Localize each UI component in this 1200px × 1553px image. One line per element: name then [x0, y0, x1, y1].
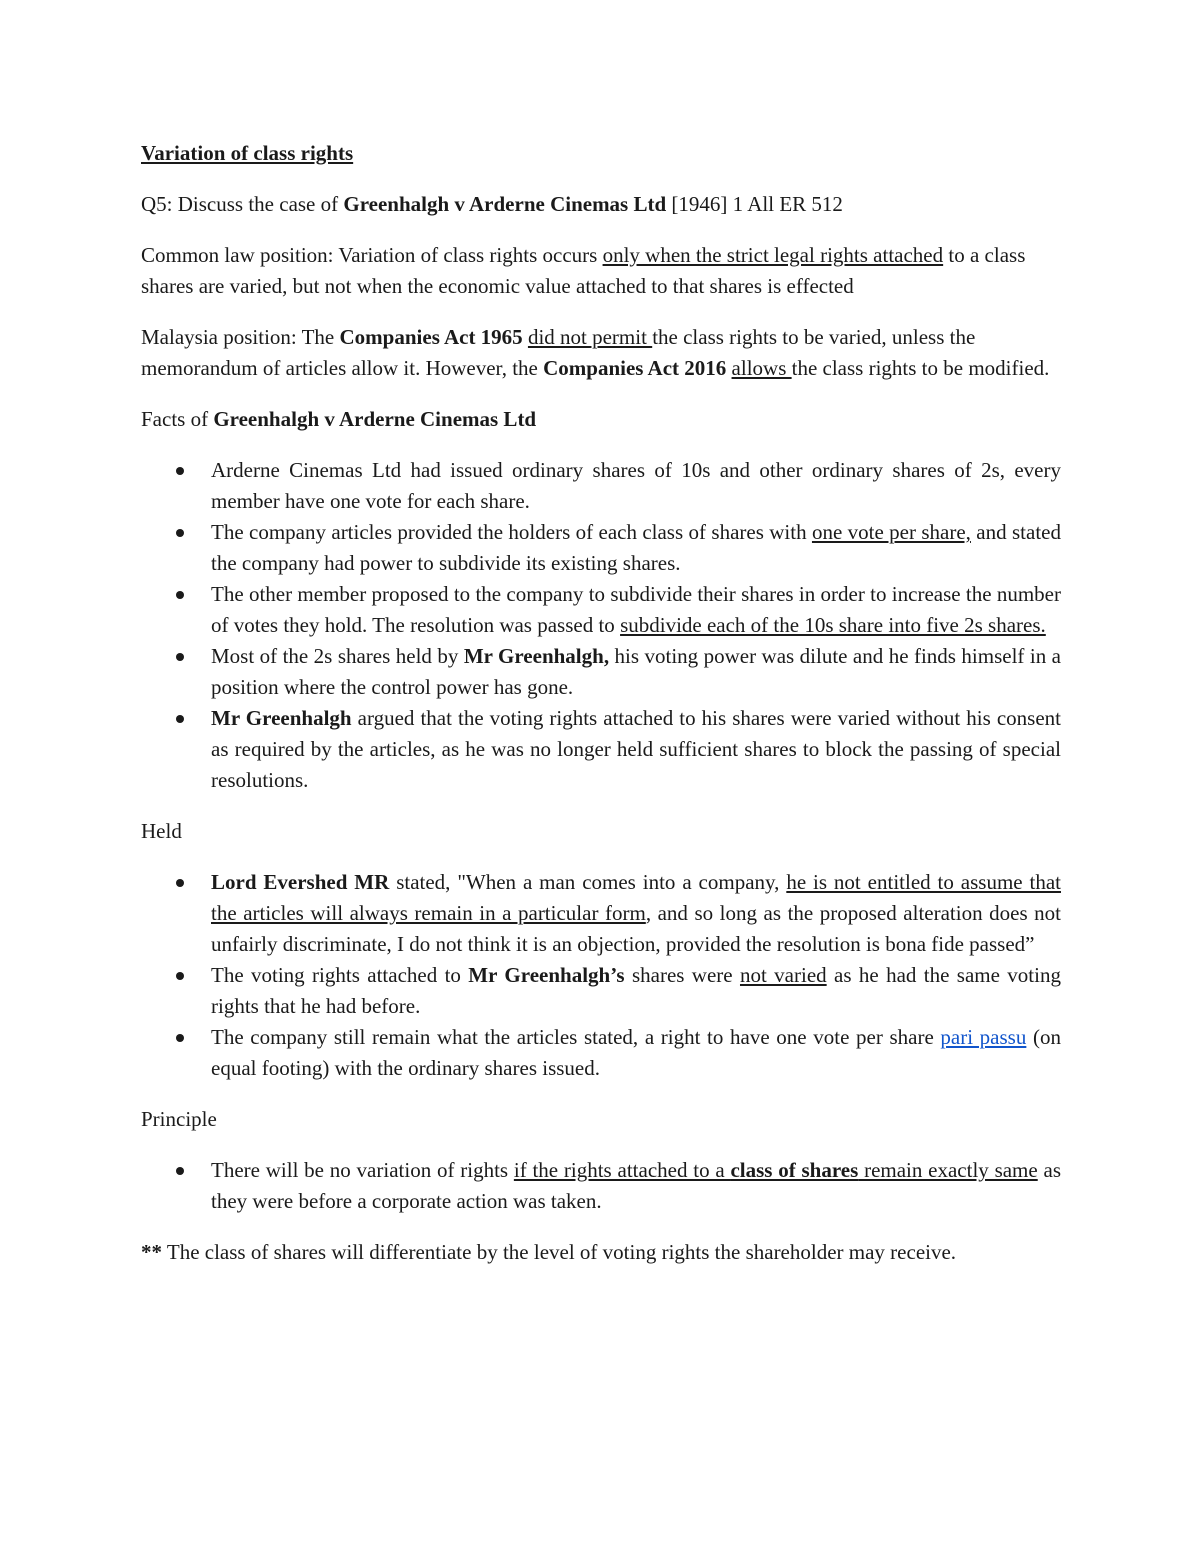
principle-bold-underlined: class of shares [730, 1158, 859, 1182]
note-text: The class of shares will differentiate by the level of voting rights the shareholder may receive. [162, 1240, 957, 1264]
held-list [141, 867, 1061, 1084]
fact-text: Most of the 2s shares held by [211, 644, 464, 668]
common-law-paragraph [141, 240, 1061, 302]
common-law-underlined: only when the strict legal rights attached [602, 243, 944, 267]
common-law-text-end: to a class shares are varied, but not when the economic value attached to that shares is effected [141, 243, 1026, 298]
fact-underlined: subdivide each of the 10s share into five 2s shares. [620, 613, 1046, 637]
closing-note [141, 1237, 1061, 1268]
held-text: The company still remain what the articles stated, a right to have one vote per share [211, 1025, 941, 1049]
companies-act-2016: Companies Act 2016 [543, 356, 727, 380]
fact-bold: Mr Greenhalgh, [463, 644, 610, 668]
held-text: , and so long as the proposed alteration does not unfairly discriminate, I do not think it is an objection, provided the resolution is bona fide passed” [211, 901, 1061, 956]
list-item [141, 1155, 1061, 1217]
allows-underlined: allows [731, 356, 792, 380]
principle-underlined: if the rights attached to a [513, 1158, 731, 1182]
case-citation: [1946] 1 All ER 512 [666, 192, 843, 216]
held-text: stated, "When a man comes into a company, [389, 870, 787, 894]
principle-text: There will be no variation of rights [211, 1158, 514, 1182]
fact-text: The other member proposed to the company to subdivide their shares in order to increase the number of votes they hold. The resolution was passed to [211, 582, 1061, 637]
malaysia-text: Malaysia position: The [141, 325, 340, 349]
held-bold: Lord Evershed MR [211, 870, 390, 894]
held-text: (on equal footing) with the ordinary shares issued. [211, 1025, 1061, 1080]
list-item [141, 517, 1061, 579]
fact-bold: Mr Greenhalgh [211, 706, 352, 730]
principle-underlined: remain exactly same [858, 1158, 1038, 1182]
list-item [141, 1022, 1061, 1084]
held-text: shares were [624, 963, 740, 987]
held-text: The voting rights attached to [211, 963, 469, 987]
list-item [141, 579, 1061, 641]
malaysia-paragraph [141, 322, 1061, 384]
facts-case-name: Greenhalgh v Arderne Cinemas Ltd [213, 407, 537, 431]
held-text: as he had the same voting rights that he had before. [211, 963, 1061, 1018]
note-stars: ** [141, 1240, 162, 1264]
principle-text: as they were before a corporate action was taken. [211, 1158, 1061, 1213]
fact-text: his voting power was dilute and he finds himself in a position where the control power has gone. [211, 644, 1061, 699]
principle-heading: Principle [141, 1107, 217, 1131]
document-body [141, 138, 1061, 1268]
question-paragraph [141, 189, 1061, 220]
fact-text: and stated the company had power to subdivide its existing shares. [211, 520, 1061, 575]
held-heading: Held [141, 819, 182, 843]
did-not-permit-underlined: did not permit [527, 325, 653, 349]
case-name: Greenhalgh v Arderne Cinemas Ltd [343, 192, 667, 216]
fact-underlined: one vote per share, [811, 520, 971, 544]
companies-act-1965: Companies Act 1965 [339, 325, 523, 349]
malaysia-text-mid: the class rights to be varied, unless the memorandum of articles allow it. However, the [141, 325, 976, 380]
held-underlined: not varied [739, 963, 827, 987]
list-item [141, 703, 1061, 796]
list-item [141, 455, 1061, 517]
held-underlined: he is not entitled to assume that the articles will always remain in a particular form [211, 870, 1061, 925]
malaysia-text-end: the class rights to be modified. [791, 356, 1050, 380]
fact-text: The company articles provided the holders of each class of shares with [211, 520, 812, 544]
held-bold: Mr Greenhalgh’s [468, 963, 625, 987]
fact-text: Arderne Cinemas Ltd had issued ordinary shares of 10s and other ordinary shares of 2s, every member have one vote for each share. [211, 458, 1061, 513]
pari-passu-link[interactable]: pari passu [940, 1025, 1027, 1049]
page-title: Variation of class rights [141, 141, 354, 165]
list-item [141, 867, 1061, 960]
facts-list [141, 455, 1061, 796]
facts-heading-prefix: Facts of [141, 407, 214, 431]
list-item [141, 960, 1061, 1022]
common-law-text: Common law position: Variation of class rights occurs [141, 243, 603, 267]
list-item [141, 641, 1061, 703]
question-prefix: Q5: Discuss the case of [141, 192, 344, 216]
fact-text: argued that the voting rights attached to his shares were varied without his consent as required by the articles, as he was no longer held sufficient shares to block the passing of special resolutions. [211, 706, 1061, 792]
facts-heading [141, 404, 1061, 435]
principle-list [141, 1155, 1061, 1217]
